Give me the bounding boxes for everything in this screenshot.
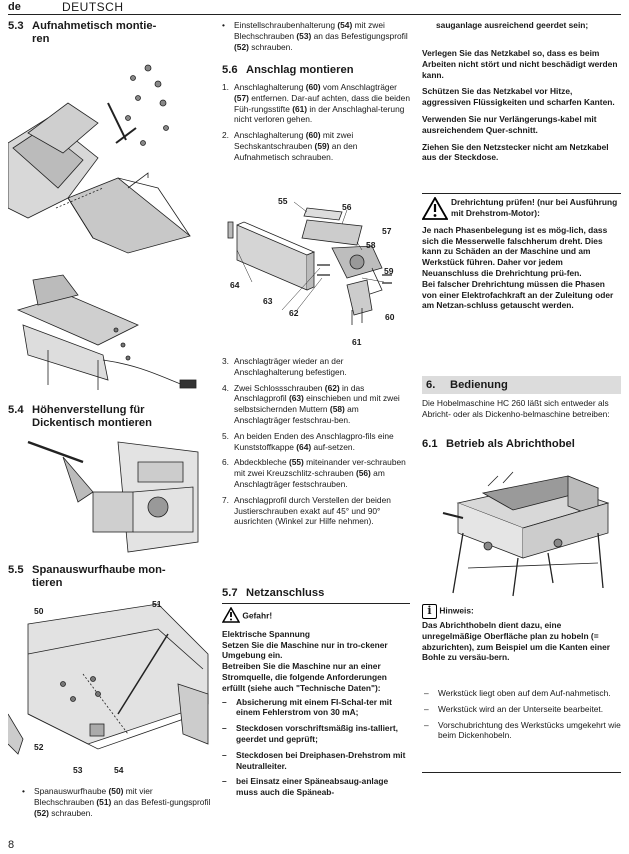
callout-58: 58 bbox=[366, 240, 376, 250]
req-item: – Absicherung mit einem FI-Schal-ter mit einem Fehlerstrom von 30 mA; bbox=[222, 697, 410, 719]
warning-triangle-icon bbox=[222, 607, 240, 626]
callout-64: 64 bbox=[230, 280, 240, 290]
s56-step-4: 4. Zwei Schlossschrauben (62) in das Anschlagprofil (63) einschieben und mit zwei selbstsichernden Muttern (58) am Anschlagträger festschrau-ben. bbox=[222, 382, 400, 425]
s55-bullet: • Spanauswurfhaube (50) mit vier Blechschrauben (51) an das Befesti-gungsprofil (52) schrauben. bbox=[22, 786, 212, 821]
req-item: – bei Einsatz einer Späneabsaug-anlage muss auch die Spänеab- bbox=[222, 776, 410, 798]
section-5-7-heading: 5.7 Netzanschluss bbox=[222, 587, 325, 599]
list-item: – Vorschubrichtung des Werkstücks umgekehrt wie beim Dickenhobeln. bbox=[424, 720, 621, 742]
col3-p4: Ziehen Sie den Netzstecker nicht am Netzkabel aus der Steckdose. bbox=[422, 141, 609, 163]
callout-53: 53 bbox=[73, 765, 83, 775]
rotation-p1: Je nach Phasenbelegung ist es mög-lich, dass sich die Messerwelle falschherum dreht. Dies kann zu Schäden an der Maschine und am Werkstück führen. Daher vor jedem Neuanschluss die Drehrichtung prü-fen. bbox=[422, 224, 608, 278]
section-5-6-heading: 5.6 Anschlag montieren bbox=[222, 64, 354, 76]
callout-56: 56 bbox=[342, 202, 352, 212]
warning-triangle-icon bbox=[422, 197, 448, 223]
col2-top-bullet: • Einstellschraubenhalterung (54) mit zwei Blechschrauben (53) an das Befestigungsprofil (52) schrauben. bbox=[222, 20, 410, 55]
s57-p2: Betreiben Sie die Maschine nur an einer Stromquelle, die folgende Anforderungen erfüllt (siehe auch "Technische Daten"): bbox=[222, 661, 387, 693]
s56-steps-3-7 bbox=[222, 356, 410, 532]
s56-step-6: 6. Abdeckbleche (55) miteinander ver-schrauben mit zwei Kreuzschlitz-schrauben (56) am Anschlagträger festschrauben. bbox=[222, 457, 406, 489]
hint-label: Hinweis: bbox=[439, 605, 474, 616]
s56-step-3: 3. Anschlagträger wieder an der Anschlaghalterung befestigen. bbox=[222, 356, 347, 377]
language-code: de bbox=[8, 1, 21, 13]
s61-bottom-rule bbox=[422, 772, 621, 773]
callout-61: 61 bbox=[352, 337, 362, 347]
col3-paragraphs bbox=[422, 48, 621, 163]
section-6-heading: 6. Bedienung bbox=[426, 379, 508, 391]
col3-cont: sauganlage ausreichend geerdet sein; bbox=[436, 20, 589, 30]
figure-height-adjust-detail bbox=[8, 432, 213, 557]
s56-step-1: 1. Anschlaghalterung (60) vom Anschlagträger (57) entfernen. Dar-auf achten, dass die beiden Füh-rungsstifte (61) in der Anschlaghal-terung nicht verloren gehen. bbox=[222, 82, 410, 125]
s56-step-2: 2. Anschlaghalterung (60) mit zwei Sechskantschrauben (59) an den Aufnahmetisch schrauben. bbox=[222, 130, 358, 162]
col3-p3: Verwenden Sie nur Verlängerungs-kabel mit ausreichendem Quer-schnitt. bbox=[422, 113, 597, 135]
figure-feed-table-assembly bbox=[8, 48, 213, 258]
s57-rule bbox=[222, 603, 410, 604]
list-item: – Werkstück liegt oben auf dem Auf-nahmetisch. bbox=[424, 688, 621, 699]
hint-text: Das Abrichthobeln dient dazu, eine unregelmäßige Oberfläche plan zu hobeln (= abzurichten), zum Beispiel um die Kanten einer Bohle zu versäu-bern. bbox=[422, 620, 611, 663]
s56-steps-1-2 bbox=[222, 82, 410, 168]
section-5-4-heading: 5.4 Höhenverstellung für Dickentisch montieren bbox=[8, 404, 152, 429]
rotation-title: Drehrichtung prüfen! (nur bei Ausführung mit Drehstrom-Motor): bbox=[451, 197, 618, 218]
s56-step-5: 5. An beiden Enden des Anschlagpro-fils eine Kunststoffkappe (64) auf-setzen. bbox=[222, 430, 394, 452]
s57-danger-block bbox=[222, 607, 410, 803]
callout-54: 54 bbox=[114, 765, 124, 775]
elec-title: Elektrische Spannung bbox=[222, 628, 310, 639]
figure-chip-hood bbox=[8, 594, 213, 778]
s6-paragraph: Die Hobelmaschine HC 260 läßt sich entweder als Abricht- oder als Dickenho-belmaschine betreiben: bbox=[422, 398, 610, 419]
callout-52: 52 bbox=[34, 742, 44, 752]
rotation-rule bbox=[422, 193, 621, 194]
callout-50: 50 bbox=[34, 606, 44, 616]
danger-label: Gefahr! bbox=[242, 610, 273, 621]
s61-list bbox=[424, 688, 621, 746]
s56-step-7: 7. Anschlagprofil durch Verstellen der beiden Justierschrauben exakt auf 45° und 90° ausrichten (Winkel zur Hilfe nehmen). bbox=[222, 494, 391, 527]
section-6-1-heading: 6.1 Betrieb als Abrichthobel bbox=[422, 438, 575, 450]
rotation-block bbox=[422, 197, 621, 311]
section-5-3-heading: 5.3 Aufnahmetisch montie- ren bbox=[8, 20, 157, 45]
callout-51: 51 bbox=[152, 599, 162, 609]
callout-57: 57 bbox=[382, 226, 392, 236]
callout-62: 62 bbox=[289, 308, 299, 318]
hint-block bbox=[422, 604, 621, 663]
section-5-5-heading: 5.5 Spanauswurfhaube mon- tieren bbox=[8, 564, 166, 589]
s57-p1: Setzen Sie die Maschine nur in tro-ckener Umgebung ein. bbox=[222, 639, 388, 661]
page-number: 8 bbox=[8, 839, 15, 851]
language-label: DEUTSCH bbox=[62, 0, 124, 14]
req-item: – Steckdosen vorschriftsmäßig ins-talliert, geerdet und geprüft; bbox=[222, 723, 410, 745]
figure-jointer-operation bbox=[428, 458, 618, 598]
list-item: – Werkstück wird an der Unterseite bearbeitet. bbox=[424, 704, 621, 715]
callout-60: 60 bbox=[385, 312, 395, 322]
figure-fence-assembly bbox=[222, 190, 410, 350]
col3-p2: Schützen Sie das Netzkabel vor Hitze, aggressiven Flüssigkeiten und scharfen Kanten. bbox=[422, 86, 615, 108]
callout-63: 63 bbox=[263, 296, 273, 306]
figure-height-adjust-overview bbox=[8, 270, 213, 400]
col3-p1: Verlegen Sie das Netzkabel so, dass es beim Arbeiten nicht stört und nicht beschädigt werden kann. bbox=[422, 48, 618, 80]
callout-55: 55 bbox=[278, 196, 288, 206]
header-rule bbox=[8, 14, 621, 15]
callout-59: 59 bbox=[384, 266, 394, 276]
req-item: – Steckdosen bei Dreiphasen-Drehstrom mit Neutralleiter. bbox=[222, 750, 410, 772]
info-icon: i bbox=[422, 604, 437, 619]
rotation-p2: Bei falscher Drehrichtung müssen die Phasen von einer Elektrofachkraft an der Zuleitung oder am Netzan-schluss getauscht werden. bbox=[422, 278, 614, 311]
